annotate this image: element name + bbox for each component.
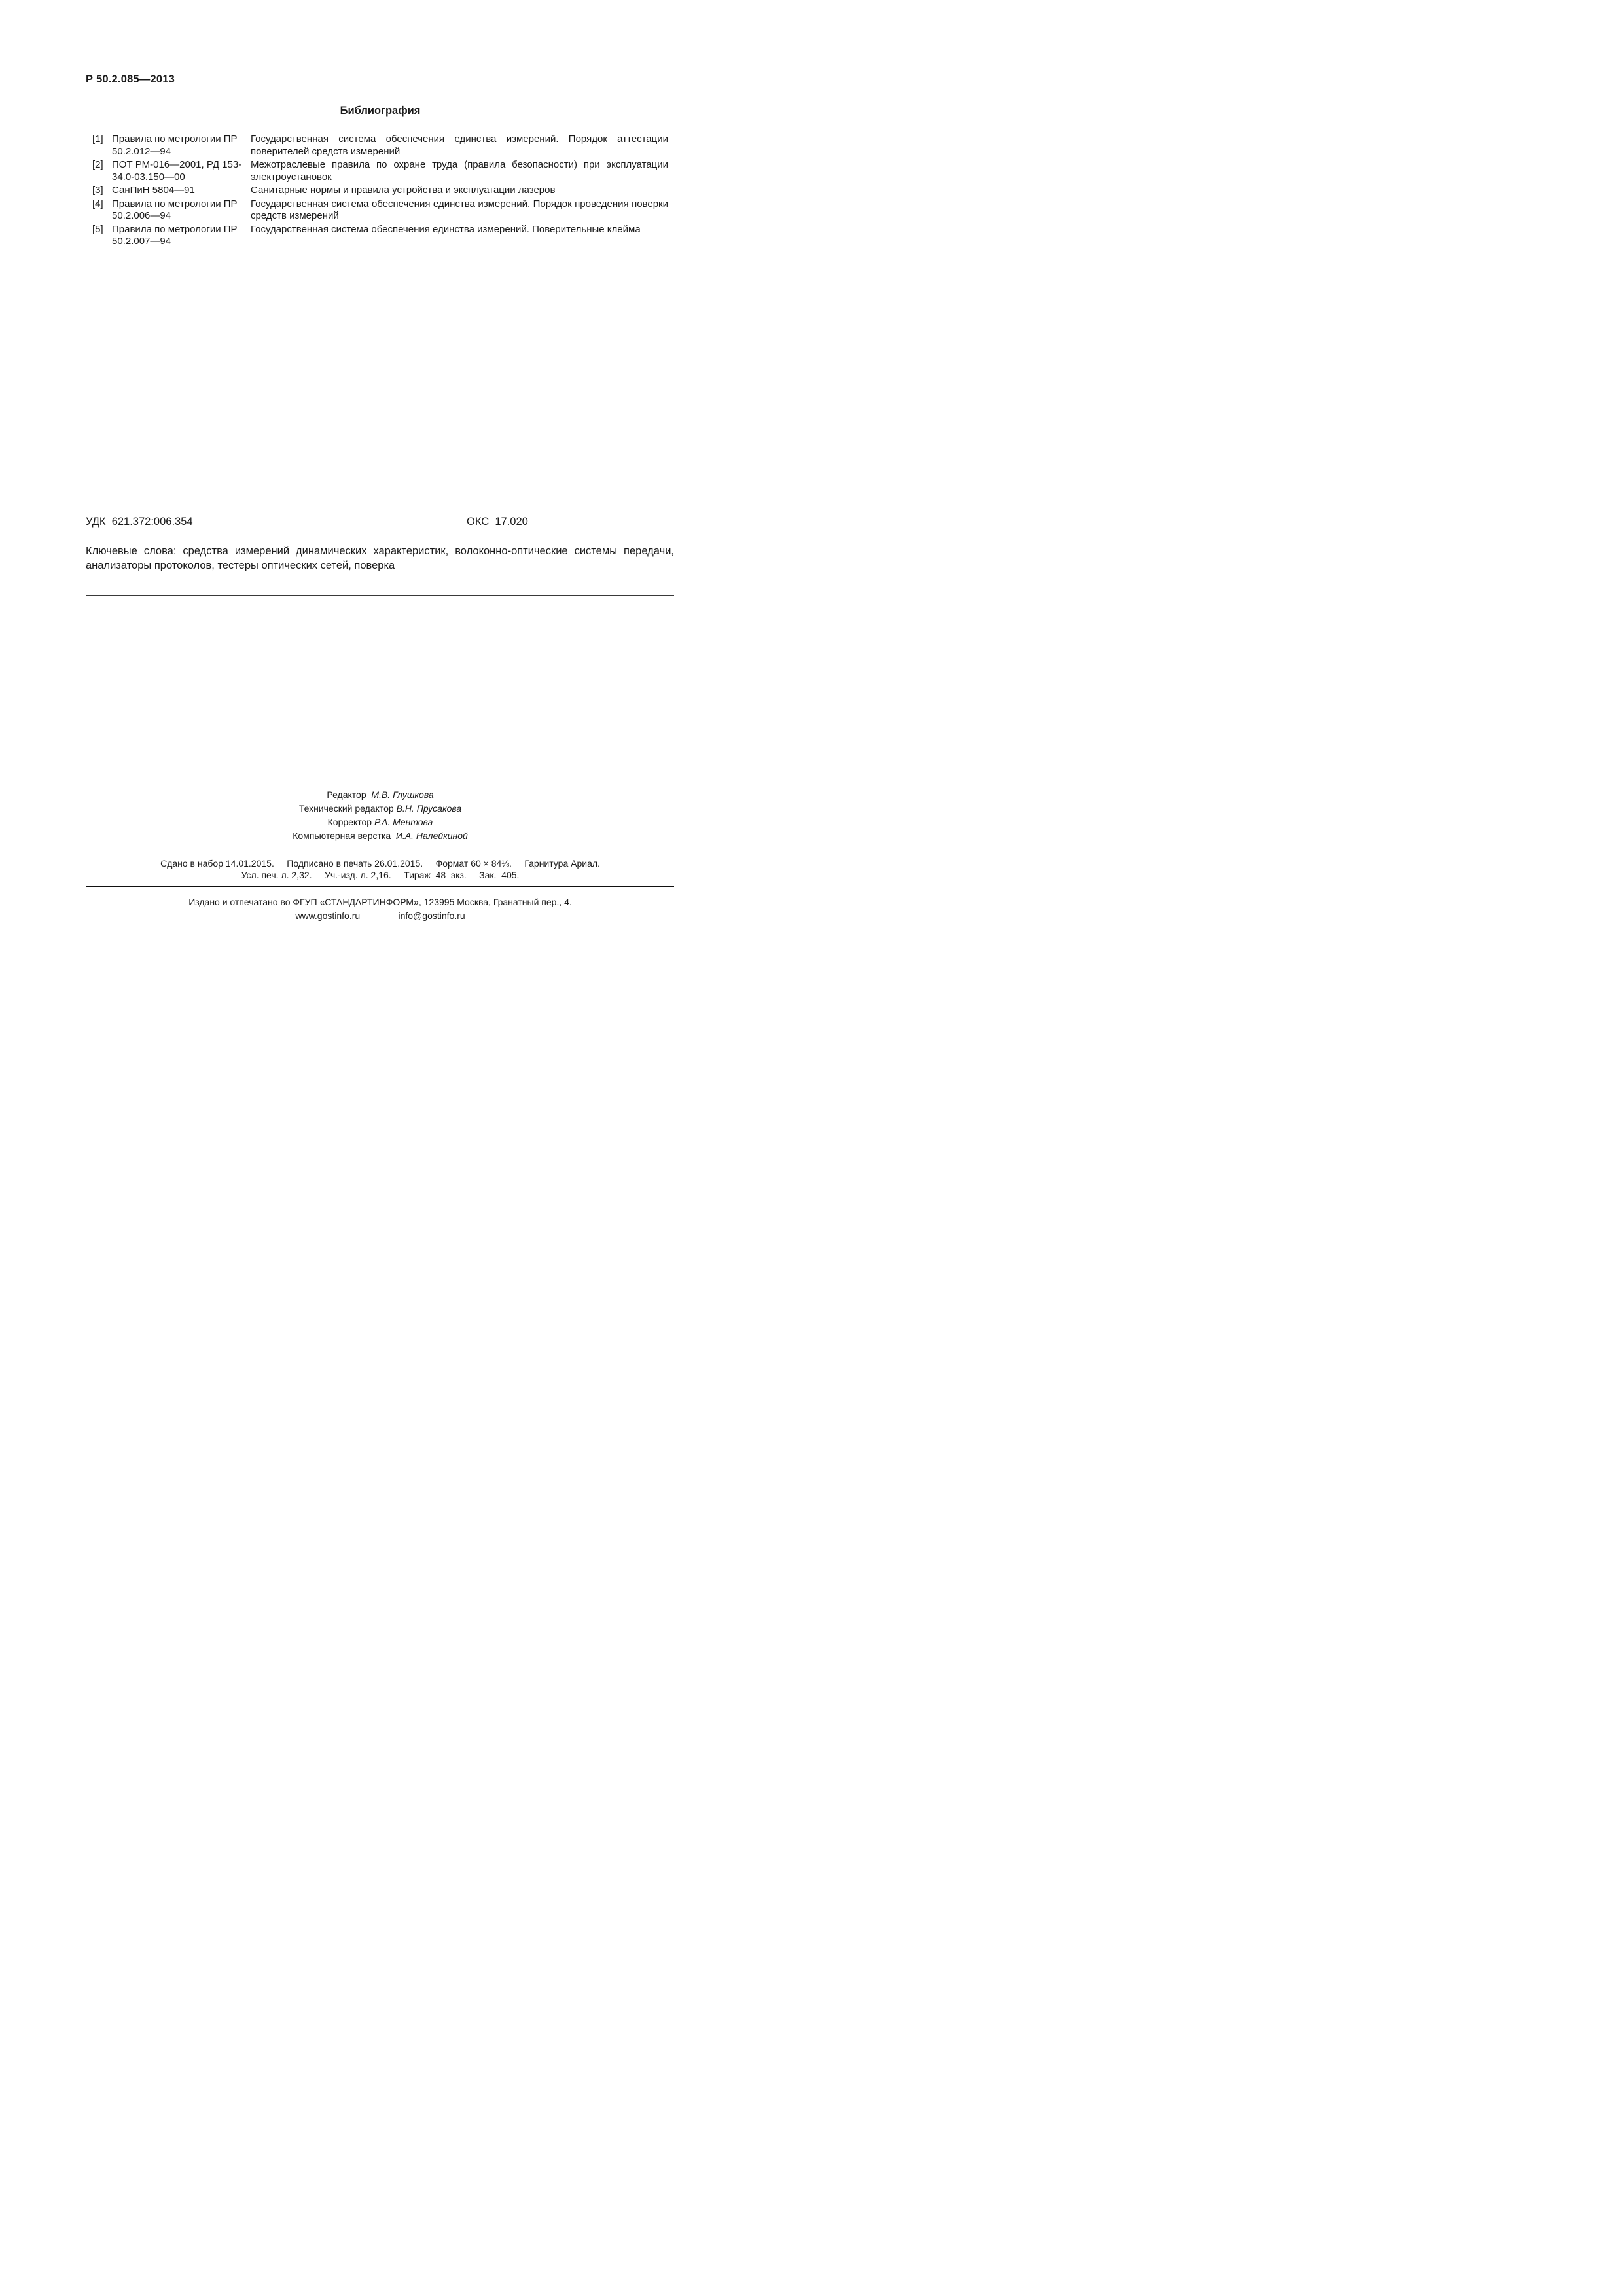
publisher-website[interactable]: www.gostinfo.ru <box>295 910 361 921</box>
divider-bottom <box>86 595 674 596</box>
oks-code: ОКС 17.020 <box>467 516 528 528</box>
entry-description: Государственная система обеспечения единства измерений. Поверительные клейма <box>251 223 641 235</box>
udk-code: УДК 621.372:006.354 <box>86 516 193 528</box>
bibliography-entry <box>92 159 668 183</box>
entry-reference: Правила по метрологии ПР 50.2.006—94 <box>112 198 238 221</box>
entry-description: Межотраслевые правила по охране труда (правила безопасности) при эксплуатации электроустановок <box>251 159 668 183</box>
tech-editor-label: Технический редактор <box>298 803 394 814</box>
entry-reference: ПОТ РМ-016—2001, РД 153-34.0-03.150—00 <box>112 159 242 183</box>
bibliography-entry <box>92 185 668 197</box>
publisher-info: Издано и отпечатано во ФГУП «СТАНДАРТИНФОРМ», 123995 Москва, Гранатный пер., 4. <box>188 897 572 907</box>
divider-publisher <box>86 886 674 887</box>
staff-tech-editor <box>0 803 760 814</box>
bibliography-list <box>92 134 668 249</box>
entry-description: Государственная система обеспечения единства измерений. Порядок проведения поверки средств измерений <box>251 198 668 221</box>
entry-number: [5] <box>92 223 103 235</box>
corrector-name: Р.А. Ментова <box>374 817 433 827</box>
entry-number: [4] <box>92 198 103 209</box>
publisher-contacts <box>0 910 760 921</box>
editor-name: М.В. Глушкова <box>371 789 434 800</box>
imprint-line-2: Усл. печ. л. 2,32. Уч.-изд. л. 2,16. Тираж 48 экз. Зак. 405. <box>241 870 520 880</box>
staff-editor <box>0 789 760 800</box>
imprint-line-1: Сдано в набор 14.01.2015. Подписано в печать 26.01.2015. Формат 60 × 84⅛. Гарнитура Ариал. <box>160 858 600 869</box>
entry-reference: СанПиН 5804—91 <box>112 185 195 196</box>
bibliography-entry <box>92 224 668 248</box>
entry-number: [2] <box>92 159 103 170</box>
entry-reference: Правила по метрологии ПР 50.2.007—94 <box>112 223 238 247</box>
entry-description: Государственная система обеспечения единства измерений. Порядок аттестации поверителей средств измерений <box>251 134 668 157</box>
staff-corrector <box>0 817 760 827</box>
corrector-label: Корректор <box>327 817 372 827</box>
layout-name: И.А. Налейкиной <box>395 831 468 841</box>
entry-number: [3] <box>92 185 103 196</box>
keywords <box>86 544 674 573</box>
document-number: Р 50.2.085—2013 <box>86 73 175 85</box>
publisher-email[interactable]: info@gostinfo.ru <box>398 910 465 921</box>
bibliography-entry <box>92 198 668 223</box>
layout-label: Компьютерная верстка <box>293 831 391 841</box>
entry-reference: Правила по метрологии ПР 50.2.012—94 <box>112 134 238 157</box>
staff-layout <box>0 831 760 841</box>
editor-label: Редактор <box>327 789 366 800</box>
keywords-text: Ключевые слова: средства измерений динамических характеристик, волоконно-оптические системы передачи, анализаторы протоколов, тестеры оптических сетей, поверка <box>86 545 674 571</box>
entry-number: [1] <box>92 134 103 145</box>
bibliography-title: Библиография <box>340 105 421 117</box>
entry-description: Санитарные нормы и правила устройства и эксплуатации лазеров <box>251 185 556 196</box>
bibliography-entry <box>92 134 668 158</box>
tech-editor-name: В.Н. Прусакова <box>396 803 462 814</box>
